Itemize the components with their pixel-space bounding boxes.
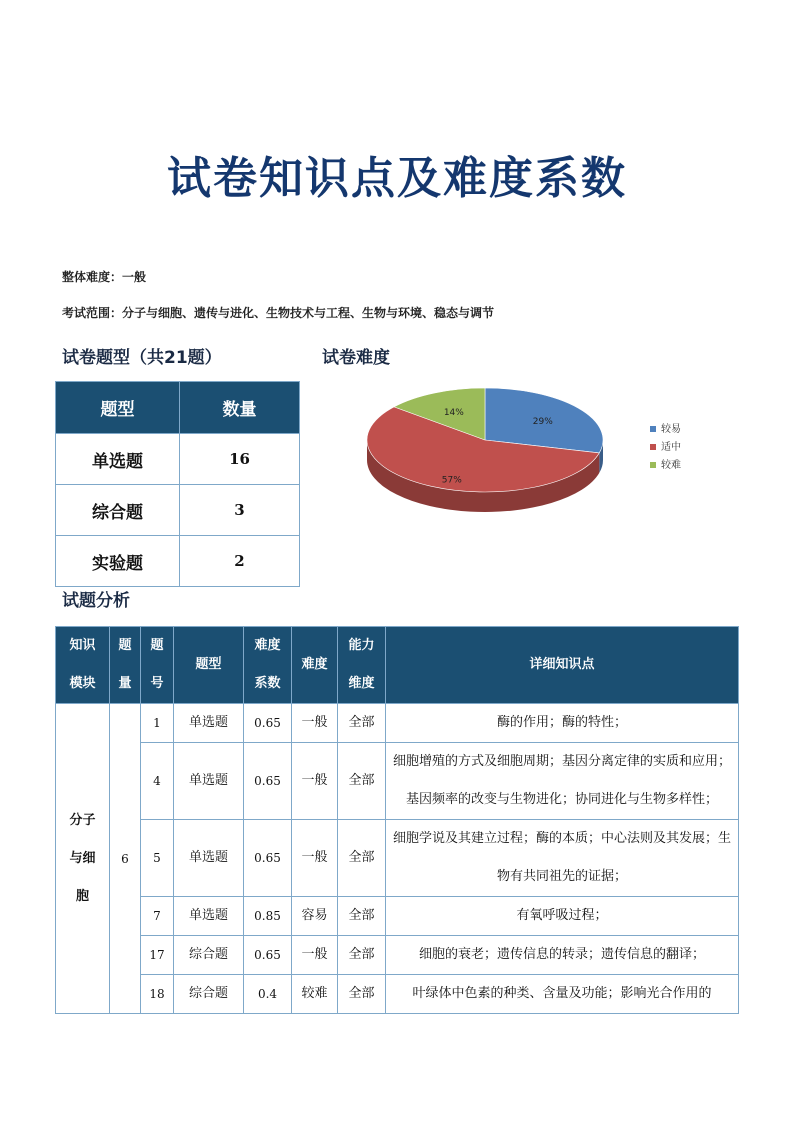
overall-difficulty: 整体难度：一般 — [62, 270, 147, 284]
difficulty-cell: 一般 — [292, 936, 338, 975]
difficulty-heading: 试卷难度 — [322, 348, 390, 368]
table-row — [56, 743, 739, 820]
ability-cell: 全部 — [338, 820, 386, 897]
header-count: 题 量 — [110, 627, 141, 704]
difficulty-cell: 一般 — [292, 704, 338, 743]
count-cell: 3 — [180, 485, 300, 536]
exam-scope: 考试范围：分子与细胞、遗传与进化、生物技术与工程、生物与环境、稳态与调节 — [62, 306, 495, 320]
table-row — [56, 936, 739, 975]
table-row — [56, 897, 739, 936]
difficulty-pie-chart — [350, 380, 710, 530]
coefficient-cell: 0.65 — [244, 936, 292, 975]
table-row — [56, 704, 739, 743]
header-difficulty: 难度 — [292, 627, 338, 704]
legend-entry: 较易 — [661, 424, 681, 435]
table-row — [56, 434, 300, 485]
module-count-cell: 6 — [110, 704, 141, 1014]
type-cell: 单选题 — [174, 743, 244, 820]
type-cell: 实验题 — [56, 536, 180, 587]
coefficient-cell: 0.65 — [244, 704, 292, 743]
type-cell: 单选题 — [174, 897, 244, 936]
detail-cell: 有氧呼吸过程； — [386, 897, 739, 936]
header-module: 知识 模块 — [56, 627, 110, 704]
type-cell: 单选题 — [174, 704, 244, 743]
analysis-heading: 试题分析 — [62, 591, 130, 611]
header-ability: 能力 维度 — [338, 627, 386, 704]
count-cell: 2 — [180, 536, 300, 587]
difficulty-cell: 一般 — [292, 743, 338, 820]
detail-cell: 叶绿体中色素的种类、含量及功能；影响光合作用的 — [386, 975, 739, 1014]
detail-cell: 细胞的衰老；遗传信息的转录；遗传信息的翻译； — [386, 936, 739, 975]
header-type: 题型 — [56, 382, 180, 434]
ability-cell: 全部 — [338, 975, 386, 1014]
header-type: 题型 — [174, 627, 244, 704]
table-row — [56, 485, 300, 536]
difficulty-cell: 较难 — [292, 975, 338, 1014]
table-row — [56, 536, 300, 587]
table-row — [56, 975, 739, 1014]
number-cell: 18 — [141, 975, 174, 1014]
ability-cell: 全部 — [338, 743, 386, 820]
legend-entry: 适中 — [661, 442, 681, 453]
legend-swatch — [650, 426, 656, 432]
number-cell: 5 — [141, 820, 174, 897]
number-cell: 4 — [141, 743, 174, 820]
page-title: 试卷知识点及难度系数 — [167, 153, 627, 204]
number-cell: 17 — [141, 936, 174, 975]
type-cell: 综合题 — [56, 485, 180, 536]
legend-swatch — [650, 444, 656, 450]
number-cell: 7 — [141, 897, 174, 936]
detail-cell: 细胞增殖的方式及细胞周期；基因分离定律的实质和应用；基因频率的改变与生物进化；协同进化与生物多样性； — [386, 743, 739, 820]
type-cell: 综合题 — [174, 975, 244, 1014]
detail-cell: 细胞学说及其建立过程；酶的本质；中心法则及其发展；生物有共同祖先的证据； — [386, 820, 739, 897]
ability-cell: 全部 — [338, 936, 386, 975]
coefficient-cell: 0.65 — [244, 820, 292, 897]
difficulty-cell: 容易 — [292, 897, 338, 936]
number-cell: 1 — [141, 704, 174, 743]
chart-legend — [650, 422, 681, 471]
coefficient-cell: 0.65 — [244, 743, 292, 820]
type-cell: 单选题 — [56, 434, 180, 485]
question-types-heading: 试卷题型（共21题） — [62, 348, 222, 368]
legend-entry: 较难 — [661, 460, 681, 471]
type-cell: 单选题 — [174, 820, 244, 897]
count-cell: 16 — [180, 434, 300, 485]
pie-label: 29% — [532, 417, 553, 428]
difficulty-cell: 一般 — [292, 820, 338, 897]
table-row — [56, 820, 739, 897]
type-cell: 综合题 — [174, 936, 244, 975]
pie-label: 14% — [443, 407, 464, 418]
detail-cell: 酶的作用；酶的特性； — [386, 704, 739, 743]
analysis-table — [55, 626, 739, 1014]
module-cell: 分子 与细 胞 — [56, 704, 110, 1014]
ability-cell: 全部 — [338, 704, 386, 743]
pie-label: 57% — [441, 475, 462, 486]
ability-cell: 全部 — [338, 897, 386, 936]
header-count: 数量 — [180, 382, 300, 434]
legend-swatch — [650, 462, 656, 468]
coefficient-cell: 0.4 — [244, 975, 292, 1014]
header-number: 题 号 — [141, 627, 174, 704]
question-types-table — [55, 381, 300, 587]
header-coefficient: 难度 系数 — [244, 627, 292, 704]
coefficient-cell: 0.85 — [244, 897, 292, 936]
header-detail: 详细知识点 — [386, 627, 739, 704]
